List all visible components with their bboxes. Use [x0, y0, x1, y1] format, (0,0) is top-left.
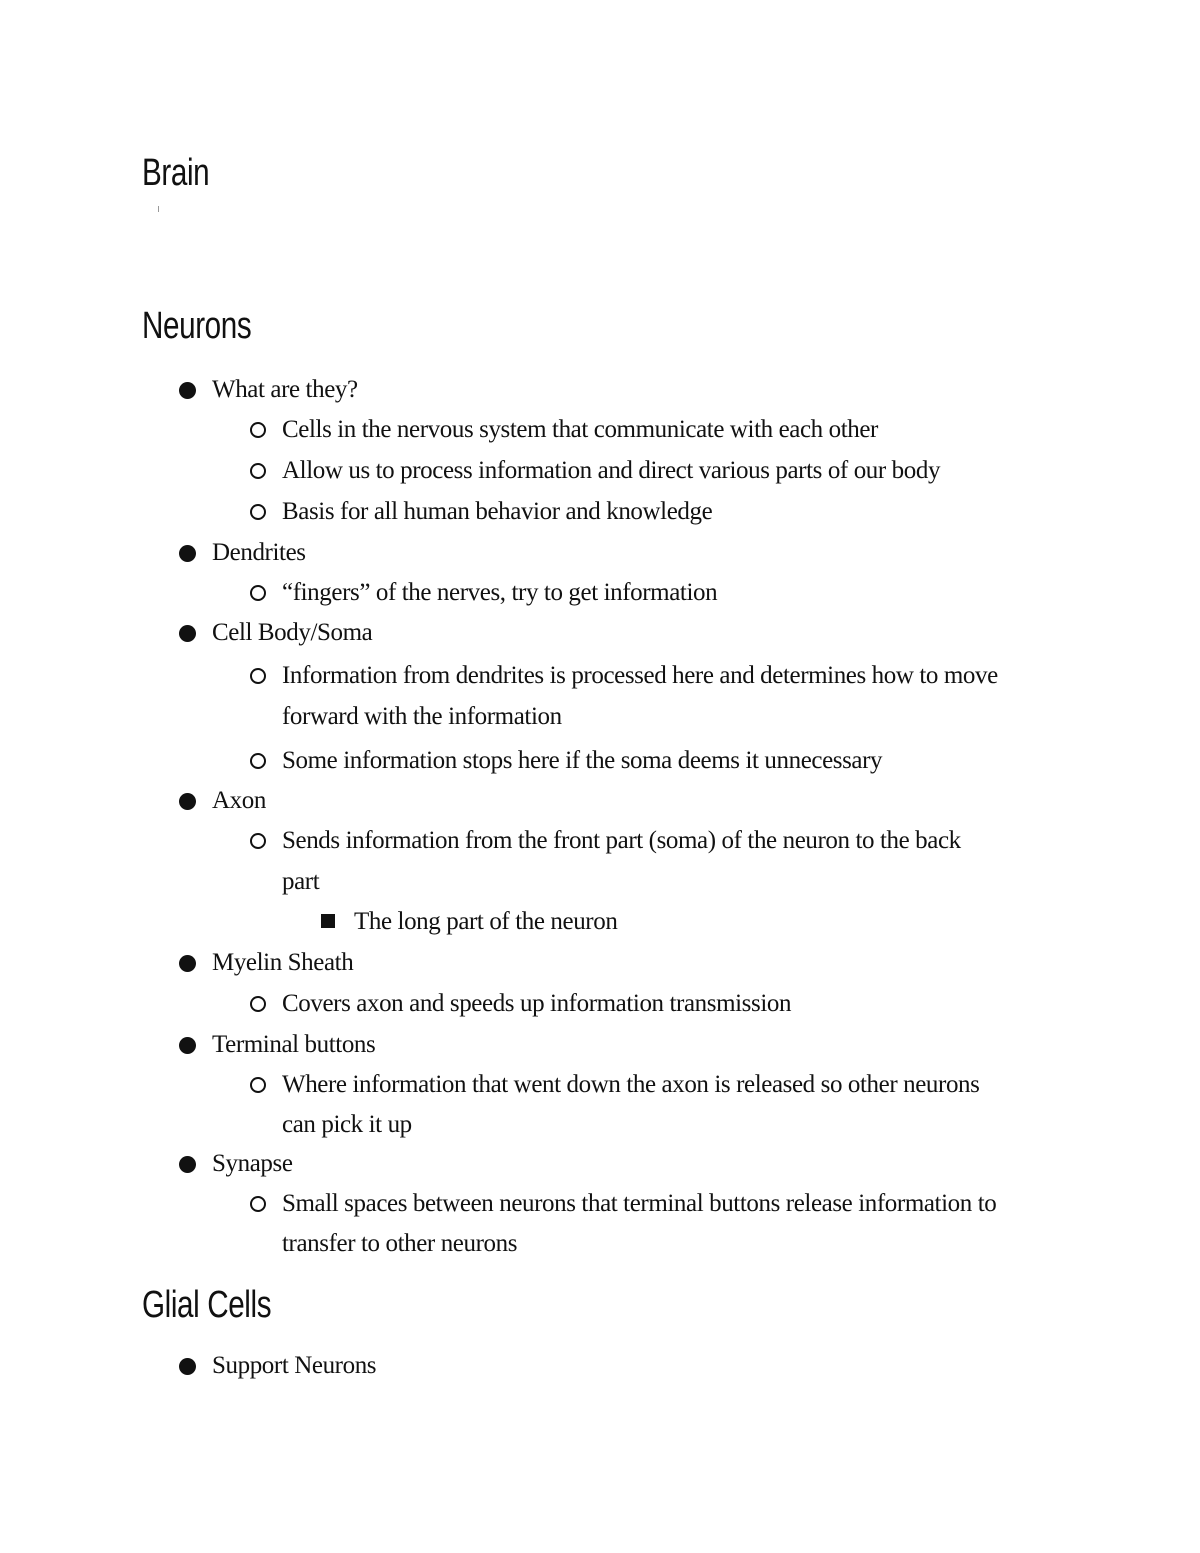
- bullet-filled-circle-icon: [179, 545, 196, 562]
- bullet-hollow-circle-icon: [250, 504, 266, 520]
- bullet-hollow-circle-icon: [250, 996, 266, 1012]
- bullet-hollow-circle-icon: [250, 1077, 266, 1093]
- sub-list-item-continuation: transfer to other neurons: [282, 1230, 518, 1257]
- sub-list-item-continuation: can pick it up: [282, 1111, 412, 1138]
- section-heading-neurons: Neurons: [142, 305, 252, 347]
- sub-sub-list-item: The long part of the neuron: [354, 908, 618, 935]
- sub-list-item: Basis for all human behavior and knowledge: [282, 498, 713, 525]
- list-item: Dendrites: [212, 539, 306, 566]
- bullet-hollow-circle-icon: [250, 1196, 266, 1212]
- sub-list-item-continuation: forward with the information: [282, 703, 562, 730]
- stray-mark: [158, 206, 159, 212]
- bullet-hollow-circle-icon: [250, 753, 266, 769]
- list-item: Support Neurons: [212, 1352, 377, 1379]
- bullet-filled-circle-icon: [179, 955, 196, 972]
- bullet-filled-circle-icon: [179, 793, 196, 810]
- list-item: Synapse: [212, 1150, 293, 1177]
- sub-list-item: Where information that went down the axon is released so other neurons: [282, 1071, 980, 1098]
- bullet-hollow-circle-icon: [250, 833, 266, 849]
- list-item: Cell Body/Soma: [212, 619, 373, 646]
- section-heading-glial-cells: Glial Cells: [142, 1284, 272, 1326]
- bullet-filled-circle-icon: [179, 1358, 196, 1375]
- sub-list-item: Small spaces between neurons that terminal buttons release information to: [282, 1190, 997, 1217]
- list-item: Terminal buttons: [212, 1031, 376, 1058]
- page-title: Brain: [142, 152, 210, 194]
- sub-list-item: Covers axon and speeds up information transmission: [282, 990, 792, 1017]
- sub-list-item: Information from dendrites is processed here and determines how to move: [282, 662, 998, 689]
- bullet-filled-circle-icon: [179, 382, 196, 399]
- sub-list-item: Some information stops here if the soma deems it unnecessary: [282, 747, 883, 774]
- bullet-hollow-circle-icon: [250, 668, 266, 684]
- sub-list-item: Allow us to process information and direct various parts of our body: [282, 457, 941, 484]
- list-item: Axon: [212, 787, 266, 814]
- bullet-filled-square-icon: [321, 914, 335, 928]
- sub-list-item-continuation: part: [282, 868, 320, 895]
- sub-list-item: Cells in the nervous system that communicate with each other: [282, 416, 878, 443]
- bullet-filled-circle-icon: [179, 1156, 196, 1173]
- list-item: What are they?: [212, 376, 358, 403]
- bullet-hollow-circle-icon: [250, 463, 266, 479]
- list-item: Myelin Sheath: [212, 949, 354, 976]
- bullet-hollow-circle-icon: [250, 422, 266, 438]
- bullet-hollow-circle-icon: [250, 585, 266, 601]
- bullet-filled-circle-icon: [179, 625, 196, 642]
- sub-list-item: “fingers” of the nerves, try to get information: [282, 579, 718, 606]
- bullet-filled-circle-icon: [179, 1037, 196, 1054]
- sub-list-item: Sends information from the front part (soma) of the neuron to the back: [282, 827, 961, 854]
